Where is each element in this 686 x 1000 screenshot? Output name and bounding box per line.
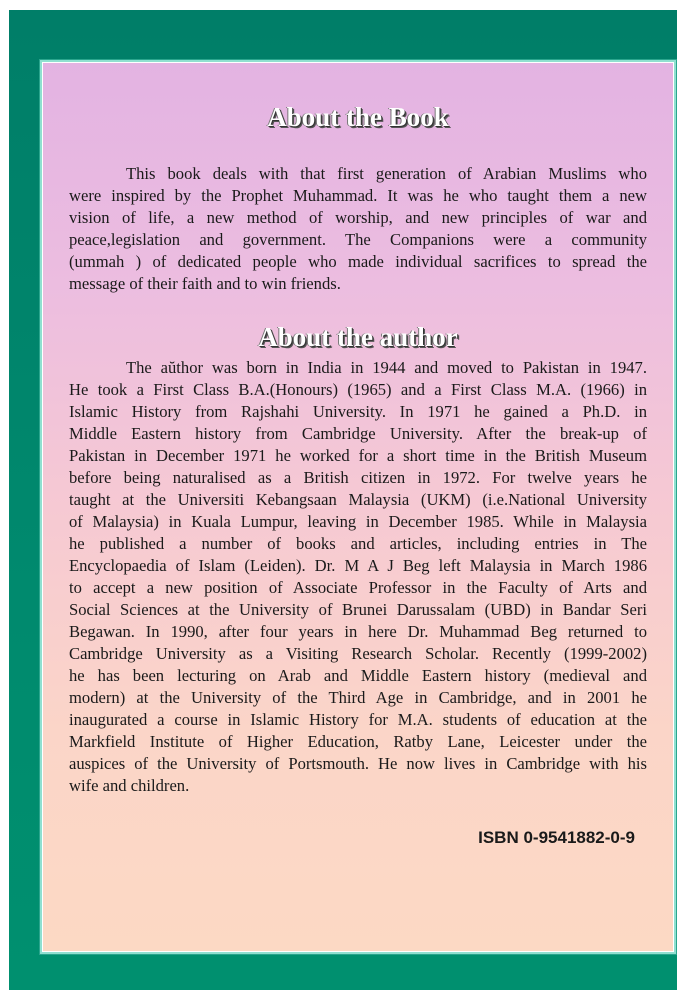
text-line: inaugurated a course in Islamic History for M.A. students of education at the xyxy=(69,710,647,729)
text-line: message of their faith and to win friends. xyxy=(69,274,341,293)
text-line: Begawan. In 1990, after four years in here Dr. Muhammad Beg returned to xyxy=(69,622,647,641)
back-cover xyxy=(9,10,677,990)
text-line: auspices of the University of Portsmouth. He now lives in Cambridge with his xyxy=(69,754,647,773)
text-line: Social Sciences at the University of Brunei Darussalam (UBD) in Bandar Seri xyxy=(69,600,647,619)
text-line: This book deals with that first generation of Arabian Muslims who xyxy=(126,164,647,183)
text-line: (ummah ) of dedicated people who made individual sacrifices to spread the xyxy=(69,252,647,271)
text-line: to accept a new position of Associate Professor in the Faculty of Arts and xyxy=(69,578,647,597)
text-line: he published a number of books and articles, including entries in The xyxy=(69,534,647,553)
text-line: Markfield Institute of Higher Education, Ratby Lane, Leicester under the xyxy=(69,732,647,751)
text-line: Pakistan in December 1971 he worked for a short time in the British Museum xyxy=(69,446,647,465)
text-line: modern) at the University of the Third Age in Cambridge, and in 2001 he xyxy=(69,688,647,707)
about-book-heading: About the Book xyxy=(267,102,449,132)
text-line: Islamic History from Rajshahi University. In 1971 he gained a Ph.D. in xyxy=(69,402,647,421)
text-line: he has been lecturing on Arab and Middle Eastern history (medieval and xyxy=(69,666,647,685)
text-line: peace,legislation and government. The Companions were a community xyxy=(69,230,647,249)
text-line: Middle Eastern history from Cambridge University. After the break-up of xyxy=(69,424,647,443)
text-line: Encyclopaedia of Islam (Leiden). Dr. M A J Beg left Malaysia in March 1986 xyxy=(69,556,647,575)
text-line: He took a First Class B.A.(Honours) (1965) and a First Class M.A. (1966) in xyxy=(69,380,647,399)
about-book-text xyxy=(69,163,647,295)
text-line: vision of life, a new method of worship, and new principles of war and xyxy=(69,208,647,227)
text-line: before being naturalised as a British citizen in 1972. For twelve years he xyxy=(69,468,647,487)
about-author-heading: About the author xyxy=(258,322,458,352)
text-line: The aŭthor was born in India in 1944 and moved to Pakistan in 1947. xyxy=(126,358,647,377)
about-author-text xyxy=(69,357,647,797)
text-line: wife and children. xyxy=(69,776,190,795)
text-line: were inspired by the Prophet Muhammad. It was he who taught them a new xyxy=(69,186,647,205)
isbn: ISBN 0-9541882-0-9 xyxy=(478,828,635,847)
text-line: of Malaysia) in Kuala Lumpur, leaving in December 1985. While in Malaysia xyxy=(69,512,647,531)
text-panel xyxy=(42,62,674,952)
text-line: Cambridge University as a Visiting Research Scholar. Recently (1999-2002) xyxy=(69,644,647,663)
text-line: taught at the Universiti Kebangsaan Malaysia (UKM) (i.e.National University xyxy=(69,490,647,509)
